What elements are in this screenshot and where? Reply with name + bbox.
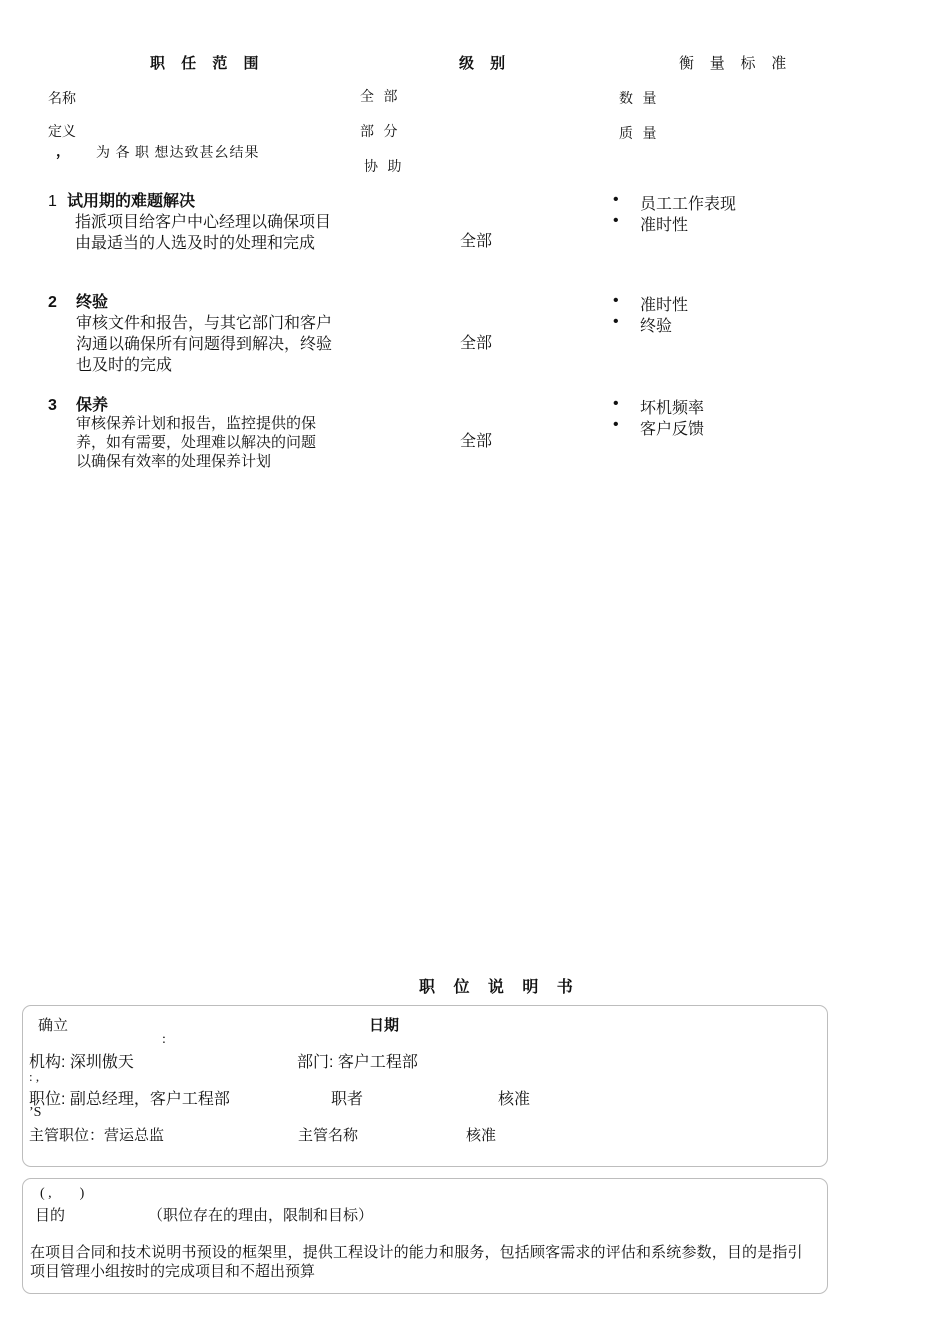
bullet-icon: • (613, 191, 619, 208)
subheader-comma: ， (56, 145, 70, 160)
colon-mark: : (162, 1032, 166, 1047)
department-field: 部门: 客户工程部 (297, 1054, 418, 1071)
measure-label: 员工工作表现 (640, 196, 737, 213)
bullet-icon: • (613, 313, 619, 330)
date-label: 日期 (369, 1017, 400, 1034)
duty-desc-line: 也及时的完成 (76, 357, 173, 374)
bullet-icon: • (613, 395, 619, 412)
duty-desc-line: 以确保有效率的处理保养计划 (76, 454, 272, 470)
subheader-level-all: 全 部 (360, 90, 401, 105)
measure-label: 准时性 (640, 297, 689, 314)
header-measurement: 衡 量 标 准 (679, 56, 793, 72)
punctuation-marks: ’S (29, 1105, 42, 1120)
supervisor-position-field: 主管职位：营运总监 (29, 1128, 165, 1144)
organization-field: 机构: 深圳傲天 (29, 1054, 134, 1071)
approve-label: 核准 (466, 1128, 497, 1144)
punctuation-marks: ( , ) (40, 1186, 85, 1201)
approve-label: 核准 (498, 1091, 531, 1108)
duty-desc-line: 审核文件和报告，与其它部门和客户 (76, 315, 333, 332)
measure-label: 客户反馈 (640, 421, 705, 438)
punctuation-marks: : , (29, 1069, 40, 1084)
duty-level: 全部 (460, 335, 493, 352)
subheader-definition: 定义 (48, 125, 76, 140)
subheader-level-assist: 协 助 (364, 160, 405, 175)
duty-level: 全部 (460, 433, 493, 450)
duty-desc-line: 审核保养计划和报告，监控提供的保 (76, 416, 317, 432)
measure-label: 准时性 (640, 217, 689, 234)
purpose-label: 目的 (35, 1208, 66, 1224)
duty-level: 全部 (460, 233, 493, 250)
purpose-note: （职位存在的理由，限制和目标） (148, 1208, 374, 1224)
subheader-name: 名称 (48, 92, 76, 107)
bullet-icon: • (613, 212, 619, 229)
position-field: 职位: 副总经理，客户工程部 (29, 1091, 230, 1108)
duty-desc-line: 养，如有需要，处理难以解决的问题 (76, 435, 317, 451)
duty-title: 终验 (76, 294, 109, 311)
duty-number: 2 (48, 294, 57, 311)
bullet-icon: • (613, 416, 619, 433)
duty-desc-line: 沟通以确保所有问题得到解决，终验 (76, 336, 333, 353)
subheader-quality: 质 量 (619, 127, 660, 142)
measure-label: 终验 (640, 318, 673, 335)
holder-label: 职者 (331, 1091, 364, 1108)
header-duty-scope: 职 任 范 围 (150, 55, 265, 72)
duty-desc-line: 由最适当的人选及时的处理和完成 (75, 235, 316, 252)
subheader-level-part: 部 分 (360, 125, 401, 140)
duty-number: 1 (48, 193, 57, 210)
purpose-text-line: 项目管理小组按时的完成项目和不超出预算 (30, 1264, 316, 1280)
supervisor-name-label: 主管名称 (298, 1128, 359, 1144)
duty-desc-line: 指派项目给客户中心经理以确保项目 (75, 214, 332, 231)
subheader-description: 为 各 职 想达致甚幺结果 (96, 146, 260, 161)
duty-number: 3 (48, 397, 57, 414)
measure-label: 坏机频率 (640, 400, 705, 417)
document-title: 职 位 说 明 书 (419, 979, 580, 996)
duty-title: 保养 (76, 397, 109, 414)
purpose-text-line: 在项目合同和技术说明书预设的框架里，提供工程设计的能力和服务，包括顾客需求的评估和系统参数，目的是指引 (30, 1245, 803, 1261)
header-level: 级 别 (459, 55, 512, 72)
duty-title: 试用期的难题解决 (67, 193, 196, 210)
subheader-quantity: 数 量 (619, 92, 660, 107)
confirm-label: 确立 (38, 1018, 69, 1034)
bullet-icon: • (613, 292, 619, 309)
